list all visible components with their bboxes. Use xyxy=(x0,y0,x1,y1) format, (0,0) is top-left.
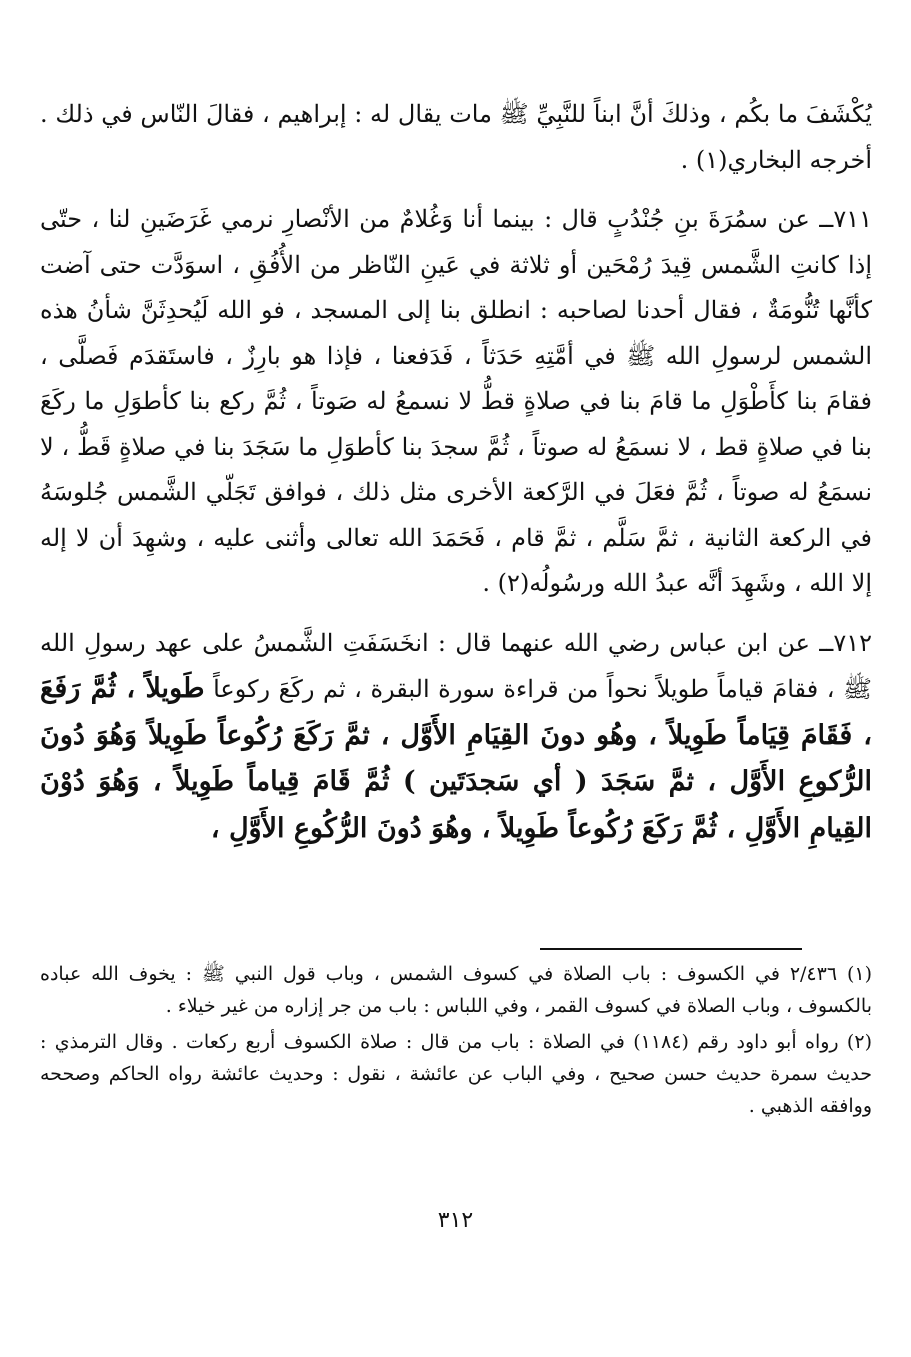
hadith-text-bold: طَويلاً ، ثُمَّ رَفَعَ ، فَقَامَ قِيَاماً طَوِيلاً ، وهُو دونَ القِيَامِ الأَوَّل ، ثمَّ رَكَعَ رُكُوعاً طَوِيلاً وَهُوَ دُونَ الرُّكوعِ الأَوَّل ، ثمَّ سَجَدَ ( أي سَجدَتَين ) ثُمَّ قَامَ قِياماً طَوِيلاً ، وَهُوَ دُوْنَ القِيامِ الأَوَّلِ ، ثُمَّ رَكَعَ رُكُوعاً طَوِيلاً ، وهُوَ دُونَ الرُّكُوعِ الأَوَّلِ ، xyxy=(40,673,872,844)
page-number: ٣١٢ xyxy=(437,1208,474,1233)
footnote-divider xyxy=(540,948,802,950)
footnotes xyxy=(40,958,872,1126)
hadith-number: ٧١١ــ xyxy=(819,205,872,233)
footnote-2: (٢) رواه أبو داود رقم (١١٨٤) في الصلاة : باب من قال : صلاة الكسوف أربع ركعات . وقال الترمذي : حديث سمرة حديث حسن صحيح ، وفي الباب عن عائشة ، نقول : وحديث عائشة رواه الحاكم وصححه ووافقه الذهبي . xyxy=(40,1031,872,1117)
hadith-number: ٧١٢ــ xyxy=(819,628,872,657)
hadith-text: عن سمُرَةَ بنِ جُنْدُبٍ قال : بينما أنا وَغُلامٌ من الأنْصارِ نرمي غَرَضَينِ لنا ، حتّى إذا كانتِ الشَّمس قِيدَ رُمْحَين أو ثلاثة في عَينِ النّاظر من الأُفُقِ ، اسوَدَّت حتى آضت كأنَّها تُنُّومَةٌ ، فقال أحدنا لصاحبه : انطلق بنا إلى المسجد ، فو الله لَيُحدِثَنَّ شأنُ هذه الشمس لرسولِ الله ﷺ في أمَّتِهِ حَدَثاً ، فَدَفعنا ، فإذا هو بارِزٌ ، فاستَقدَم فَصلَّى ، فقامَ بنا كأَطْوَلِ ما قامَ بنا في صلاةٍ قطُّ لا نسمعُ له صَوتاً ، ثُمَّ ركع بنا كأطوَلِ ما ركَعَ بنا في صلاةٍ قط ، لا نسمَعُ له صوتاً ، ثُمَّ سجدَ بنا كأطوَلِ ما سَجَدَ بنا في صلاةٍ قَطُّ ، لا نسمَعُ له صوتاً ، ثُمَّ فعَلَ في الرَّكعة الأخرى مثل ذلك ، فوافق تَجَلّي الشَّمس جُلوسَهُ في الركعة الثانية ، ثمَّ سَلَّم ، ثمَّ قام ، فَحَمَدَ الله تعالى وأثنى عليه ، وشهِدَ أن لا إله إلا الله ، وشَهِدَ أنَّه عبدُ الله ورسُولُه(٢) . xyxy=(40,205,873,597)
hadith-711 xyxy=(40,197,872,607)
main-text xyxy=(40,92,872,866)
hadith-text: عن ابن عباس رضي الله عنهما قال : انخَسَفَتِ الشَّمسُ على عهد رسولِ الله ﷺ ، فقامَ قياماً طويلاً نحواً من قراءة سورة البقرة ، ثم ركَعَ ركوعاً xyxy=(40,628,872,703)
footnote-1: (١) ٢/٤٣٦ في الكسوف : باب الصلاة في كسوف الشمس ، وباب قول النبي ﷺ : يخوف الله عباده بالكسوف ، وباب الصلاة في كسوف القمر ، وفي اللباس : باب من جر إزاره من غير خيلاء . xyxy=(40,963,873,1017)
hadith-712 xyxy=(40,621,872,853)
paragraph-continuation: يُكْشَفَ ما بكُم ، وذلكَ أنَّ ابناً للنَّبِيِّ ﷺ مات يقال له : إبراهيم ، فقالَ النّاس في ذلك . أخرجه البخاري(١) . xyxy=(40,100,872,174)
